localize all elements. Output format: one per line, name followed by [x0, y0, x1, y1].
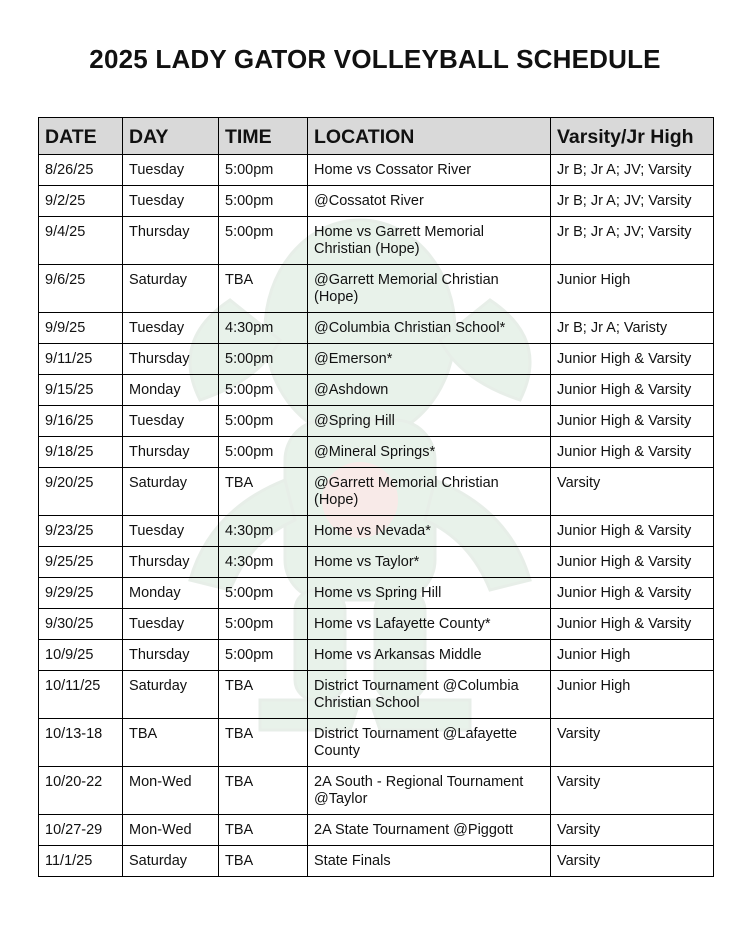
game-date: 9/20/25	[39, 468, 123, 516]
game-time: TBA	[219, 265, 308, 313]
game-date: 9/6/25	[39, 265, 123, 313]
game-location: @Spring Hill	[308, 406, 551, 437]
game-location: Home vs Arkansas Middle	[308, 640, 551, 671]
game-location: 2A State Tournament @Piggott	[308, 815, 551, 846]
game-date: 8/26/25	[39, 155, 123, 186]
game-location: Home vs Spring Hill	[308, 578, 551, 609]
table-row	[39, 640, 714, 671]
header-time: TIME	[219, 118, 308, 155]
game-day: Saturday	[123, 468, 219, 516]
game-location: Home vs Lafayette County*	[308, 609, 551, 640]
game-location: @Garrett Memorial Christian (Hope)	[308, 265, 551, 313]
game-level: Jr B; Jr A; JV; Varsity	[551, 155, 714, 186]
game-date: 9/25/25	[39, 547, 123, 578]
header-day: DAY	[123, 118, 219, 155]
game-day: Saturday	[123, 671, 219, 719]
table-row	[39, 547, 714, 578]
table-row	[39, 265, 714, 313]
table-row	[39, 406, 714, 437]
game-time: 5:00pm	[219, 640, 308, 671]
game-location: Home vs Taylor*	[308, 547, 551, 578]
table-row	[39, 186, 714, 217]
game-location: @Mineral Springs*	[308, 437, 551, 468]
game-level: Varsity	[551, 719, 714, 767]
game-time: 4:30pm	[219, 547, 308, 578]
game-day: Thursday	[123, 437, 219, 468]
game-location: District Tournament @Columbia Christian School	[308, 671, 551, 719]
game-date: 9/18/25	[39, 437, 123, 468]
table-row	[39, 375, 714, 406]
game-level: Junior High	[551, 265, 714, 313]
game-time: 5:00pm	[219, 609, 308, 640]
game-level: Junior High & Varsity	[551, 437, 714, 468]
game-day: Mon-Wed	[123, 767, 219, 815]
game-date: 9/11/25	[39, 344, 123, 375]
game-date: 10/13-18	[39, 719, 123, 767]
game-date: 9/29/25	[39, 578, 123, 609]
game-level: Varsity	[551, 468, 714, 516]
game-time: 4:30pm	[219, 516, 308, 547]
game-day: Monday	[123, 578, 219, 609]
game-level: Jr B; Jr A; JV; Varsity	[551, 217, 714, 265]
game-time: TBA	[219, 719, 308, 767]
game-time: 5:00pm	[219, 375, 308, 406]
game-location: Home vs Cossator River	[308, 155, 551, 186]
game-day: Thursday	[123, 640, 219, 671]
game-location: Home vs Garrett Memorial Christian (Hope)	[308, 217, 551, 265]
game-date: 9/15/25	[39, 375, 123, 406]
game-time: 5:00pm	[219, 406, 308, 437]
game-time: TBA	[219, 468, 308, 516]
table-row	[39, 815, 714, 846]
game-location: @Columbia Christian School*	[308, 313, 551, 344]
game-time: 5:00pm	[219, 155, 308, 186]
game-location: @Emerson*	[308, 344, 551, 375]
game-day: Tuesday	[123, 516, 219, 547]
game-day: Thursday	[123, 344, 219, 375]
table-row	[39, 671, 714, 719]
game-time: 4:30pm	[219, 313, 308, 344]
game-day: Monday	[123, 375, 219, 406]
game-level: Junior High & Varsity	[551, 344, 714, 375]
game-time: 5:00pm	[219, 186, 308, 217]
table-row	[39, 846, 714, 877]
game-level: Junior High & Varsity	[551, 609, 714, 640]
game-date: 9/4/25	[39, 217, 123, 265]
game-date: 10/27-29	[39, 815, 123, 846]
table-row	[39, 468, 714, 516]
game-day: Mon-Wed	[123, 815, 219, 846]
game-level: Junior High & Varsity	[551, 578, 714, 609]
header-level: Varsity/Jr High	[551, 118, 714, 155]
game-location: 2A South - Regional Tournament @Taylor	[308, 767, 551, 815]
table-row	[39, 344, 714, 375]
game-level: Junior High & Varsity	[551, 547, 714, 578]
table-row	[39, 516, 714, 547]
game-date: 10/11/25	[39, 671, 123, 719]
game-level: Varsity	[551, 767, 714, 815]
game-time: 5:00pm	[219, 578, 308, 609]
game-day: Thursday	[123, 217, 219, 265]
header-date: DATE	[39, 118, 123, 155]
table-row	[39, 609, 714, 640]
game-date: 10/20-22	[39, 767, 123, 815]
game-level: Junior High & Varsity	[551, 516, 714, 547]
game-location: @Garrett Memorial Christian (Hope)	[308, 468, 551, 516]
game-date: 9/2/25	[39, 186, 123, 217]
game-day: Tuesday	[123, 406, 219, 437]
game-date: 9/16/25	[39, 406, 123, 437]
table-row	[39, 437, 714, 468]
game-level: Junior High & Varsity	[551, 375, 714, 406]
game-time: 5:00pm	[219, 437, 308, 468]
table-row	[39, 313, 714, 344]
game-date: 9/30/25	[39, 609, 123, 640]
game-day: TBA	[123, 719, 219, 767]
game-date: 10/9/25	[39, 640, 123, 671]
table-row	[39, 767, 714, 815]
table-row	[39, 155, 714, 186]
game-level: Jr B; Jr A; JV; Varsity	[551, 186, 714, 217]
game-location: @Cossatot River	[308, 186, 551, 217]
header-location: LOCATION	[308, 118, 551, 155]
game-date: 9/9/25	[39, 313, 123, 344]
game-day: Saturday	[123, 265, 219, 313]
game-level: Varsity	[551, 815, 714, 846]
game-time: 5:00pm	[219, 344, 308, 375]
game-day: Tuesday	[123, 155, 219, 186]
game-day: Saturday	[123, 846, 219, 877]
game-day: Tuesday	[123, 313, 219, 344]
table-row	[39, 719, 714, 767]
game-day: Thursday	[123, 547, 219, 578]
game-time: TBA	[219, 767, 308, 815]
game-location: Home vs Nevada*	[308, 516, 551, 547]
game-day: Tuesday	[123, 186, 219, 217]
page-title: 2025 LADY GATOR VOLLEYBALL SCHEDULE	[89, 44, 661, 74]
game-day: Tuesday	[123, 609, 219, 640]
table-row	[39, 578, 714, 609]
game-level: Jr B; Jr A; Varisty	[551, 313, 714, 344]
game-location: @Ashdown	[308, 375, 551, 406]
game-level: Junior High & Varsity	[551, 406, 714, 437]
game-level: Junior High	[551, 640, 714, 671]
game-time: TBA	[219, 671, 308, 719]
game-location: State Finals	[308, 846, 551, 877]
game-time: TBA	[219, 815, 308, 846]
game-level: Junior High	[551, 671, 714, 719]
game-time: 5:00pm	[219, 217, 308, 265]
game-time: TBA	[219, 846, 308, 877]
schedule-table	[38, 117, 714, 877]
game-date: 11/1/25	[39, 846, 123, 877]
table-row	[39, 217, 714, 265]
game-level: Varsity	[551, 846, 714, 877]
game-date: 9/23/25	[39, 516, 123, 547]
game-location: District Tournament @Lafayette County	[308, 719, 551, 767]
table-header-row	[39, 118, 714, 155]
